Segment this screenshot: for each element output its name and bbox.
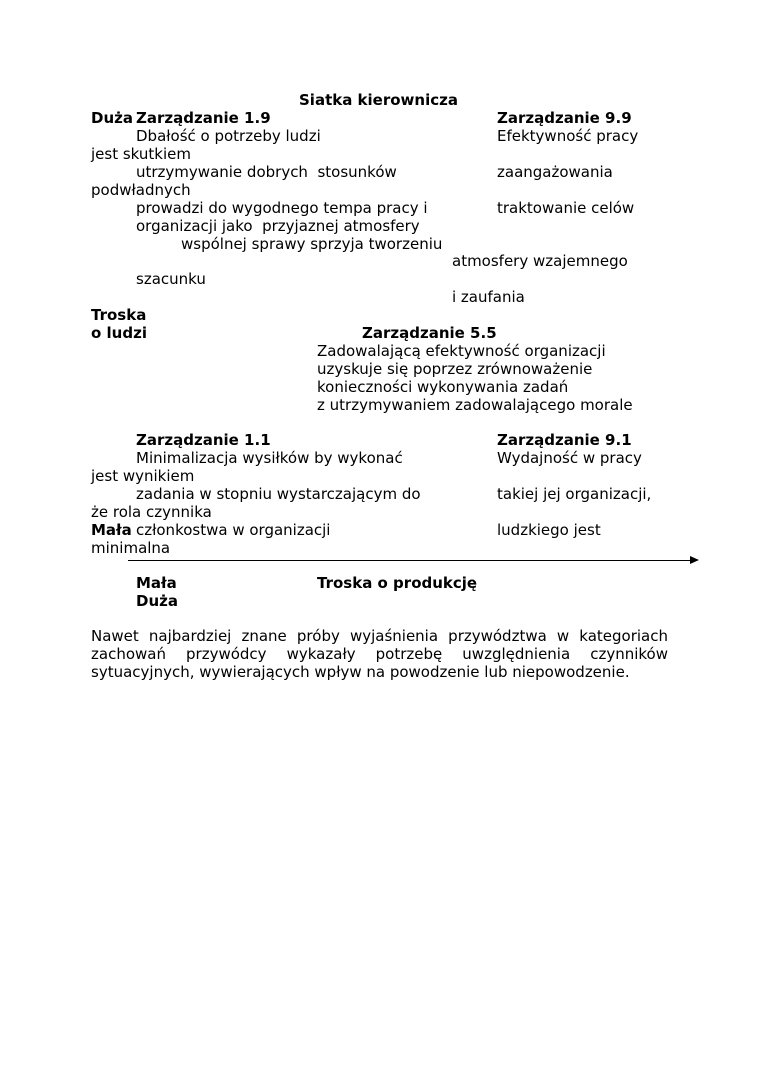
z91-heading: Zarządzanie 9.1 <box>497 431 632 449</box>
x-axis-line <box>128 560 690 561</box>
z19-line: Dbałość o potrzeby ludzi <box>136 127 321 145</box>
z11-line: Minimalizacja wysiłków by wykonać <box>136 449 403 467</box>
high-people-label: Duża <box>91 109 133 127</box>
z99-line: zaangażowania <box>497 163 613 181</box>
body-paragraph: Nawet najbardziej znane próby wyjaśnienia przywództwa w kategoriach zachowań przywódcy wykazały potrzebę uwzględnienia czynników sytuacyjnych, wywierających wpływ na powodzenie lub niepowodzenie. <box>91 627 668 681</box>
z99-line: Efektywność pracy <box>497 127 639 145</box>
z55-heading: Zarządzanie 5.5 <box>362 324 497 342</box>
z11-line: minimalna <box>91 539 171 557</box>
z19-line: utrzymywanie dobrych stosunków <box>136 163 397 181</box>
z99-line: atmosfery wzajemnego <box>452 252 628 270</box>
z19-heading: Zarządzanie 1.9 <box>136 109 271 127</box>
x-axis-arrowhead <box>690 556 699 564</box>
x-axis-high-label: Duża <box>136 592 178 610</box>
z11-line: że rola czynnika <box>91 503 212 521</box>
z11-line: członkostwa w organizacji <box>136 521 331 539</box>
z19-line: szacunku <box>136 270 206 288</box>
z91-line: Wydajność w pracy <box>497 449 642 467</box>
z55-line: konieczności wykonywania zadań <box>317 378 569 396</box>
z55-line: Zadowalającą efektywność organizacji <box>317 342 606 360</box>
low-people-label: Mała <box>91 521 132 539</box>
z55-line: uzyskuje się poprzez zrównoważenie <box>317 360 593 378</box>
z99-line: traktowanie celów <box>497 199 635 217</box>
z99-line: i zaufania <box>452 288 525 306</box>
z55-line: z utrzymywaniem zadowalającego morale <box>317 396 633 414</box>
z19-line: prowadzi do wygodnego tempa pracy i <box>136 199 428 217</box>
y-axis-label: o ludzi <box>91 324 147 342</box>
z99-heading: Zarządzanie 9.9 <box>497 109 632 127</box>
y-axis-label: Troska <box>91 306 147 324</box>
z11-line: jest wynikiem <box>91 467 195 485</box>
z91-line: ludzkiego jest <box>497 521 601 539</box>
page-title: Siatka kierownicza <box>299 91 458 109</box>
z19-line: wspólnej sprawy sprzyja tworzeniu <box>181 235 443 253</box>
z11-heading: Zarządzanie 1.1 <box>136 431 271 449</box>
x-axis-label: Troska o produkcję <box>317 574 478 592</box>
z19-line: organizacji jako przyjaznej atmosfery <box>136 217 420 235</box>
z91-line: takiej jej organizacji, <box>497 485 652 503</box>
z19-line: jest skutkiem <box>91 145 191 163</box>
x-axis-low-label: Mała <box>136 574 177 592</box>
z19-line: podwładnych <box>91 181 191 199</box>
z11-line: zadania w stopniu wystarczającym do <box>136 485 421 503</box>
